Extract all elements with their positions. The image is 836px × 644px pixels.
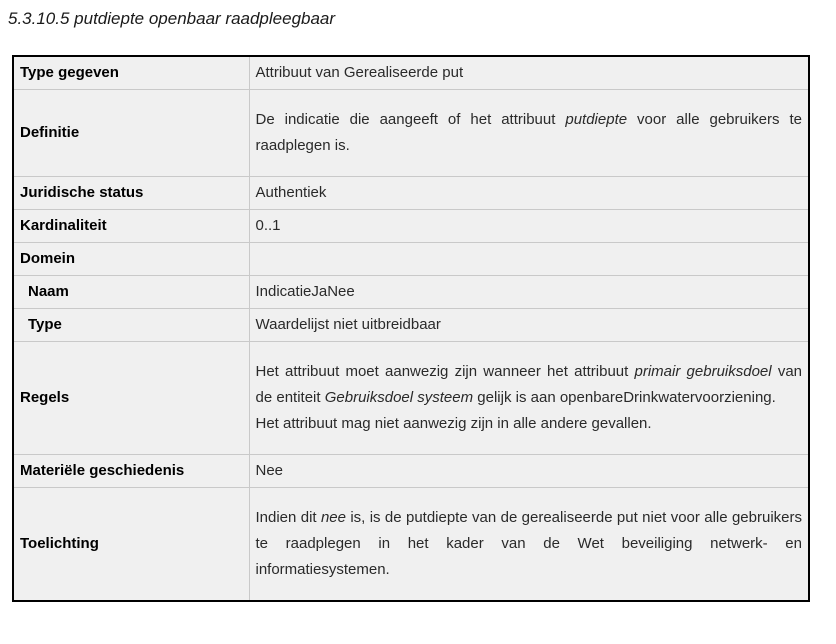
row-value — [249, 177, 809, 210]
row-label: Definitie — [13, 90, 249, 177]
text-run: is, is de putdiepte van de gerealiseerde put niet voor alle gebruikers te raadplegen in het kader van de Wet beveiliging netwerk- en informatiesystemen. — [255, 509, 802, 578]
text-run: Waardelijst niet uitbreidbaar — [255, 316, 441, 333]
text-run: Nee — [255, 462, 284, 479]
row-label: Regels — [13, 342, 249, 455]
paragraph — [256, 180, 803, 206]
text-run: Het attribuut moet aanwezig zijn wanneer het attribuut — [255, 363, 635, 380]
emphasized-text: putdiepte — [565, 111, 628, 128]
section-heading: 5.3.10.5 putdiepte openbaar raadpleegbaar — [8, 9, 336, 28]
row-value — [249, 90, 809, 177]
row-label: Type — [13, 309, 249, 342]
row-label: Kardinaliteit — [13, 210, 249, 243]
table-row — [13, 177, 809, 210]
paragraph — [256, 458, 803, 484]
text-run: van de entiteit — [255, 363, 803, 406]
row-value — [249, 309, 809, 342]
table-row — [13, 210, 809, 243]
paragraph — [256, 60, 803, 86]
paragraph — [256, 505, 803, 583]
row-value — [249, 455, 809, 488]
table-row — [13, 342, 809, 455]
paragraph — [256, 312, 803, 338]
table-row — [13, 309, 809, 342]
text-run: 0..1 — [255, 217, 281, 234]
document-page — [8, 9, 828, 602]
row-value — [249, 276, 809, 309]
paragraph — [256, 213, 803, 239]
row-label: Materiële geschiedenis — [13, 455, 249, 488]
emphasized-text: Gebruiksdoel systeem — [324, 389, 474, 406]
table-row — [13, 488, 809, 602]
table-row — [13, 276, 809, 309]
text-run: Attribuut van Gerealiseerde put — [255, 64, 464, 81]
paragraph — [256, 279, 803, 305]
emphasized-text: nee — [320, 509, 346, 526]
emphasized-text: primair gebruiksdoel — [634, 363, 772, 380]
table-row — [13, 243, 809, 276]
table-row — [13, 90, 809, 177]
paragraph — [256, 107, 803, 159]
attribute-table-body — [13, 56, 809, 601]
row-value — [249, 210, 809, 243]
paragraph — [256, 359, 803, 411]
attribute-table — [12, 55, 810, 602]
row-value — [249, 56, 809, 90]
text-run: voor alle gebruikers te raadplegen is. — [255, 111, 802, 154]
text-run: gelijk is aan openbareDrinkwatervoorziening. — [473, 389, 776, 406]
text-run: Authentiek — [255, 184, 327, 201]
row-label: Naam — [13, 276, 249, 309]
row-label: Domein — [13, 243, 249, 276]
row-value — [249, 342, 809, 455]
row-label: Toelichting — [13, 488, 249, 602]
text-run: De indicatie die aangeeft of het attribuut — [255, 111, 566, 128]
row-label: Juridische status — [13, 177, 249, 210]
table-row — [13, 455, 809, 488]
text-run: Het attribuut mag niet aanwezig zijn in alle andere gevallen. — [255, 415, 652, 432]
text-run: IndicatieJaNee — [255, 283, 355, 300]
table-row — [13, 56, 809, 90]
paragraph — [256, 411, 803, 437]
row-label: Type gegeven — [13, 56, 249, 90]
row-value — [249, 488, 809, 602]
row-value — [249, 243, 809, 276]
text-run: Indien dit — [255, 509, 321, 526]
